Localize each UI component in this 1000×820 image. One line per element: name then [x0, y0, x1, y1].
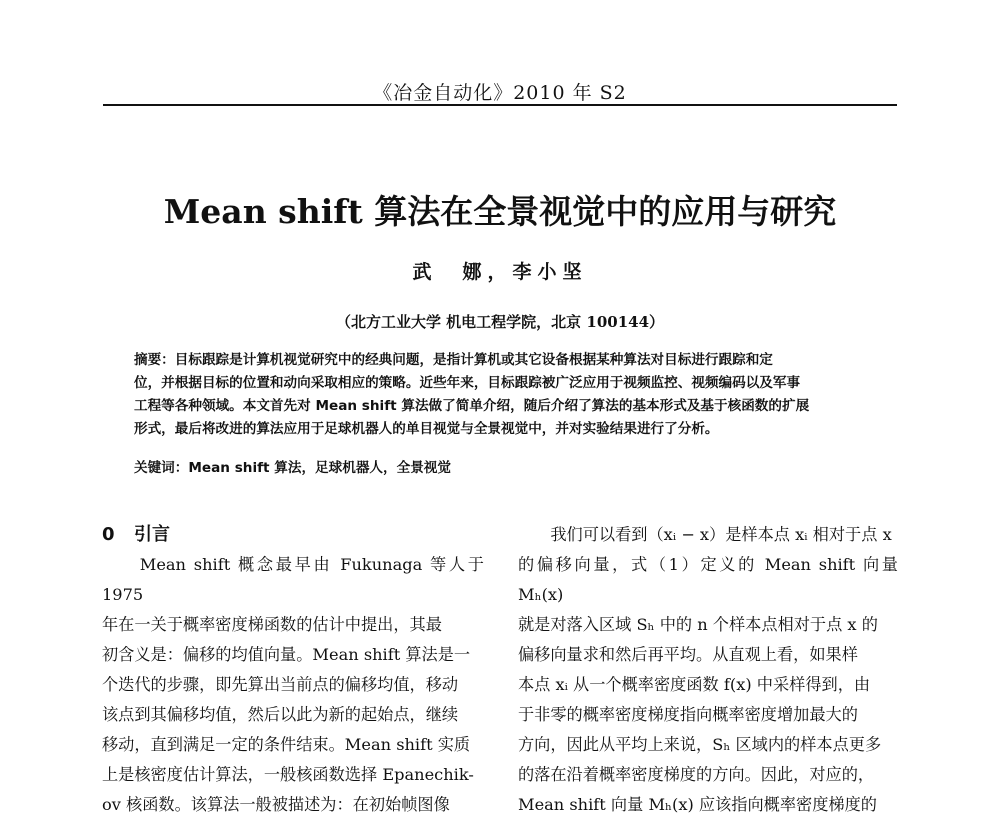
body-line: Mean shift 概念最早由 Fukunaga 等人于 1975	[102, 555, 484, 604]
abstract-line: 位，并根据目标的位置和动向采取相应的策略。近些年来，目标跟踪被广泛应用于视频监控、视频编码以及军事	[134, 375, 801, 391]
body-line: 于非零的概率密度梯度指向概率密度增加最大的	[518, 705, 858, 724]
journal-header: 《冶金自动化》2010 年 S2	[373, 82, 627, 104]
section-heading	[102, 520, 484, 550]
paper-authors: 武 娜，李小坚	[412, 261, 588, 283]
section-number: 0	[102, 524, 115, 545]
body-line: 该点到其偏移均值，然后以此为新的起始点，继续	[102, 705, 459, 724]
abstract	[134, 349, 874, 441]
section-title: 引言	[134, 524, 170, 545]
body-line: 就是对落入区域 Sₕ 中的 n 个样本点相对于点 x 的	[518, 615, 878, 634]
paper-affiliation: （北方工业大学 机电工程学院，北京 100144）	[335, 313, 665, 331]
header-rule	[103, 104, 897, 106]
keywords: 关键词：Mean shift 算法，足球机器人，全景视觉	[134, 460, 451, 476]
body-line: 初含义是：偏移的均值向量。Mean shift 算法是一	[102, 645, 471, 664]
body-line: 个迭代的步骤，即先算出当前点的偏移均值，移动	[102, 675, 459, 694]
body-line: 本点 xᵢ 从一个概率密度函数 f(x) 中采样得到，由	[518, 675, 871, 694]
paper-title: Mean shift 算法在全景视觉中的应用与研究	[163, 192, 837, 231]
right-column	[518, 520, 898, 820]
left-column	[102, 520, 484, 820]
abstract-line: 工程等各种领域。本文首先对 Mean shift 算法做了简单介绍，随后介绍了算法的基本形式及基于核函数的扩展	[134, 398, 810, 414]
body-line: 移动，直到满足一定的条件结束。Mean shift 实质	[102, 735, 471, 754]
body-line: 我们可以看到（xᵢ − x）是样本点 xᵢ 相对于点 x	[518, 525, 892, 544]
abstract-line: 形式，最后将改进的算法应用于足球机器人的单目视觉与全景视觉中，并对实验结果进行了分析。	[134, 421, 719, 437]
abstract-line: 摘要：目标跟踪是计算机视觉研究中的经典问题，是指计算机或其它设备根据某种算法对目标进行跟踪和定	[134, 352, 773, 368]
body-line: 的落在沿着概率密度梯度的方向。因此，对应的，	[518, 765, 875, 784]
body-line: 年在一关于概率密度梯函数的估计中提出，其最	[102, 615, 442, 634]
body-line: 的偏移向量，式（1）定义的 Mean shift 向量 Mₕ(x)	[518, 555, 898, 604]
body-line: 偏移向量求和然后再平均。从直观上看，如果样	[518, 645, 858, 664]
body-line: Mean shift 向量 Mₕ(x) 应该指向概率密度梯度的	[518, 795, 877, 814]
body-line: ov 核函数。该算法一般被描述为：在初始帧图像	[102, 795, 450, 814]
body-line: 上是核密度估计算法，一般核函数选择 Epanechik-	[102, 765, 474, 784]
body-line: 方向，因此从平均上来说，Sₕ 区域内的样本点更多	[518, 735, 882, 754]
